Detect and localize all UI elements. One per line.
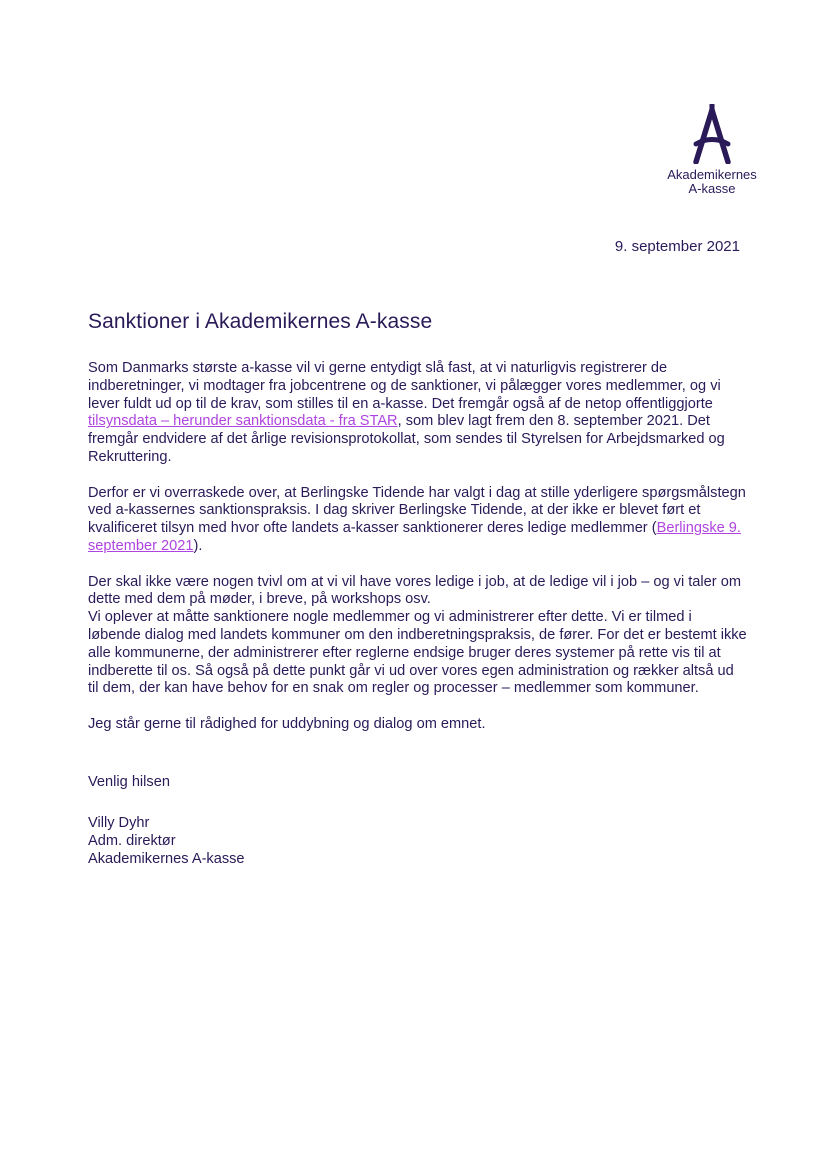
paragraph-2	[88, 485, 748, 556]
page-title: Sanktioner i Akademikernes A-kasse	[88, 310, 433, 333]
akademikernes-a-logo-icon	[692, 104, 732, 164]
tilsynsdata-link[interactable]: tilsynsdata – herunder sanktionsdata - fra STAR	[88, 413, 398, 430]
logo-line-2: A-kasse	[688, 181, 736, 196]
paragraph-1-text-after: , som blev lagt frem den 8. september 2021. Det fremgår endvidere af det årlige revisionsprotokollat, som sendes til Styrelsen for Arbejdsmarked og Rekruttering.	[88, 413, 725, 465]
paragraph-4: Vi oplever at måtte sanktionere nogle medlemmer og vi administrerer efter dette. Vi er tilmed i løbende dialog med landets kommuner om den indberetningspraksis, de fører. For det er bestemt ikke alle kommunerne, der administrerer efter reglerne endsige bruger deres systemer på rette vis til at indberette til os. Så også på dette punkt går vi ud over vores egen administration og rækker altså ud til dem, der kan have behov for en snak om regler og processer – medlemmer som kommuner.	[88, 609, 747, 697]
signature-name: Villy Dyhr	[88, 815, 150, 831]
signature-block	[88, 814, 245, 868]
logo-text	[662, 168, 762, 196]
paragraph-1	[88, 360, 748, 467]
paragraph-2-text-before: Derfor er vi overraskede over, at Berlingske Tidende har valgt i dag at stille yderligere spørgsmålstegn ved a-kassernes sanktionspraksis. I dag skriver Berlingske Tidende, at der ikke er blevet ført et kvalificeret tilsyn med hvor ofte landets a-kasser sanktionerer deres ledige medlemmer (	[88, 484, 746, 537]
paragraph-2-text-after: ).	[193, 537, 203, 554]
logo	[662, 104, 762, 196]
letter-body	[88, 360, 748, 752]
signature-org: Akademikernes A-kasse	[88, 851, 245, 867]
signature-role: Adm. direktør	[88, 833, 176, 849]
paragraph-3: Der skal ikke være nogen tvivl om at vi vil have vores ledige i job, at de ledige vil i job – og vi taler om dette med dem på møder, i breve, på workshops osv.	[88, 573, 741, 608]
berlingske-link[interactable]: Berlingske 9. september 2021	[88, 520, 741, 554]
letter-date: 9. september 2021	[614, 238, 740, 255]
paragraph-1-text-before: Som Danmarks største a-kasse vil vi gerne entydigt slå fast, at vi naturligvis registrerer de indberetninger, vi modtager fra jobcentrene og de sanktioner, vi pålægger vores medlemmer, og vi lever fuldt ud op til de krav, som stilles til en a-kasse. Det fremgår også af de netop offentliggjorte	[88, 360, 721, 412]
paragraph-5: Jeg står gerne til rådighed for uddybning og dialog om emnet.	[88, 715, 486, 732]
logo-line-1: Akademikernes	[667, 167, 757, 182]
signoff: Venlig hilsen	[88, 774, 170, 790]
